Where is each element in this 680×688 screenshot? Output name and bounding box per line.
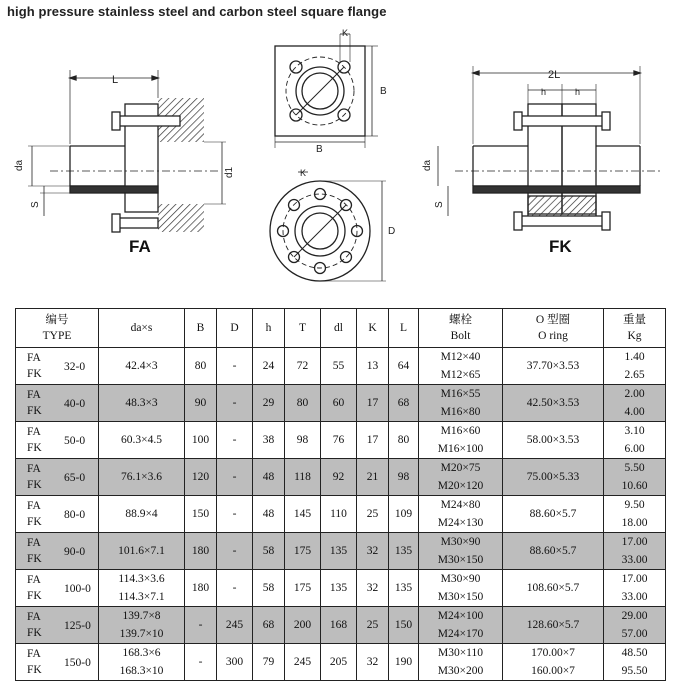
k-cell: 25 [357,496,389,533]
das-line: 114.3×3.6 [118,573,165,585]
das-cell [99,385,185,422]
type-fk: FK [27,405,42,417]
bolt-line: M16×80 [440,406,481,418]
type-cell [16,422,99,459]
header-oring: O 型圈 O ring [503,309,604,348]
das-line: 101.6×7.1 [118,545,165,557]
type-size: 40-0 [64,398,86,410]
type-cell [16,385,99,422]
bolt-line: M30×110 [437,647,484,659]
weight-cell [604,607,666,644]
weight-cell [604,533,666,570]
bolt-line: M30×90 [440,536,481,548]
type-cell [16,348,99,385]
weight-line: 6.00 [624,443,645,455]
b-cell: 150 [185,496,217,533]
bolt-cell [419,570,503,607]
weight-line: 1.40 [624,351,645,363]
weight-cell [604,348,666,385]
b-cell: - [185,644,217,681]
oring-line: 108.60×5.7 [526,582,580,594]
weight-line: 18.00 [621,517,648,529]
type-cell [16,607,99,644]
oring-line: 88.60×5.7 [529,545,577,557]
table-row [16,570,666,607]
l-cell: 64 [389,348,419,385]
table-row [16,348,666,385]
type-fk: FK [27,590,42,602]
weight-line: 57.00 [621,628,648,640]
d-cell: - [217,570,253,607]
fa-label: FA [129,237,151,256]
das-cell [99,644,185,681]
d1-cell: 135 [321,533,357,570]
dim-h-left-label: h [541,87,547,97]
das-line: 139.7×10 [119,628,164,640]
das-cell [99,496,185,533]
weight-line: 2.00 [624,388,645,400]
h-cell: 48 [253,496,285,533]
weight-line: 33.00 [621,554,648,566]
table-row [16,459,666,496]
d1-cell: 110 [321,496,357,533]
h-cell: 79 [253,644,285,681]
bolt-cell [419,607,503,644]
weight-cell [604,496,666,533]
header-das: da×s [99,309,185,348]
type-cell [16,459,99,496]
weight-cell [604,459,666,496]
h-cell: 58 [253,570,285,607]
dim-da-label: da [14,159,25,171]
type-fa: FA [27,352,41,364]
oring-line: 160.00×7 [531,665,575,677]
header-weight: 重量 Kg [604,309,666,348]
table-row [16,533,666,570]
table-row [16,496,666,533]
l-cell: 190 [389,644,419,681]
das-cell [99,570,185,607]
t-cell: 118 [285,459,321,496]
bolt-cell [419,459,503,496]
header-bolt: 螺栓 Bolt [419,309,503,348]
dim-b-side-label: B [380,86,387,97]
t-cell: 175 [285,533,321,570]
das-cell [99,607,185,644]
k-cell: 32 [357,533,389,570]
t-cell: 72 [285,348,321,385]
dim-s-label: S [30,201,41,208]
k-cell: 32 [357,644,389,681]
oring-line: 37.70×3.53 [526,360,580,372]
l-cell: 135 [389,570,419,607]
bolt-line: M20×75 [440,462,481,474]
type-size: 32-0 [64,361,86,373]
l-cell: 150 [389,607,419,644]
bolt-line: M16×100 [437,443,484,455]
fa-side-view [28,70,226,232]
b-cell: 90 [185,385,217,422]
das-cell [99,533,185,570]
k-cell: 25 [357,607,389,644]
h-cell: 68 [253,607,285,644]
table-header-row [16,309,666,348]
type-fa: FA [27,389,41,401]
bolt-line: M30×200 [437,665,484,677]
type-fk: FK [27,479,42,491]
d-cell: 245 [217,607,253,644]
weight-cell [604,644,666,681]
weight-cell [604,422,666,459]
header-d1: dl [321,309,357,348]
oring-line: 88.60×5.7 [529,508,577,520]
bolt-cell [419,533,503,570]
d1-cell: 76 [321,422,357,459]
h-cell: 58 [253,533,285,570]
dim-l-label: L [112,74,119,86]
fk-dim-s-label: S [434,201,445,208]
type-fk: FK [27,516,42,528]
b-cell: 180 [185,570,217,607]
type-size: 100-0 [64,583,91,595]
d-cell: 300 [217,644,253,681]
d1-cell: 60 [321,385,357,422]
bolt-line: M24×100 [437,610,484,622]
weight-cell [604,385,666,422]
bolt-line: M24×170 [437,628,484,640]
table-row [16,644,666,681]
bolt-line: M12×65 [440,369,481,381]
dim-d1-label: d1 [224,166,235,178]
t-cell: 80 [285,385,321,422]
dim-h-right-label: h [575,87,581,97]
bolt-cell [419,385,503,422]
oring-cell [503,607,604,644]
das-line: 42.4×3 [125,360,158,372]
header-b: B [185,309,217,348]
oring-line: 75.00×5.33 [526,471,580,483]
type-fa: FA [27,611,41,623]
header-t: T [285,309,321,348]
type-fk: FK [27,553,42,565]
b-cell: 100 [185,422,217,459]
dim-d-label: D [388,226,396,237]
das-cell [99,422,185,459]
type-size: 65-0 [64,472,86,484]
oring-cell [503,644,604,681]
oring-cell [503,533,604,570]
type-fa: FA [27,426,41,438]
das-line: 88.9×4 [125,508,158,520]
weight-line: 48.50 [621,647,648,659]
oring-cell [503,422,604,459]
t-cell: 200 [285,607,321,644]
header-d: D [217,309,253,348]
header-type: 编号 TYPE [16,309,99,348]
das-line: 114.3×7.1 [118,591,165,603]
oring-line: 128.60×5.7 [526,619,580,631]
type-size: 125-0 [64,620,91,632]
k-cell: 21 [357,459,389,496]
type-cell [16,533,99,570]
bolt-line: M30×150 [437,591,484,603]
table-row [16,422,666,459]
bolt-cell [419,496,503,533]
type-fa: FA [27,537,41,549]
d-cell: - [217,385,253,422]
l-cell: 98 [389,459,419,496]
type-size: 90-0 [64,546,86,558]
weight-cell [604,570,666,607]
type-fk: FK [27,442,42,454]
oring-cell [503,570,604,607]
h-cell: 38 [253,422,285,459]
type-size: 150-0 [64,657,91,669]
das-line: 168.3×10 [119,665,164,677]
b-cell: 120 [185,459,217,496]
d-cell: - [217,496,253,533]
round-flange-front-view [270,172,386,281]
d1-cell: 205 [321,644,357,681]
type-fa: FA [27,463,41,475]
k-cell: 17 [357,422,389,459]
weight-line: 33.00 [621,591,648,603]
table-row [16,385,666,422]
t-cell: 145 [285,496,321,533]
weight-line: 5.50 [624,462,645,474]
weight-line: 4.00 [624,406,645,418]
bolt-line: M16×55 [440,388,481,400]
bolt-cell [419,348,503,385]
d1-cell: 55 [321,348,357,385]
das-cell [99,459,185,496]
header-l: L [389,309,419,348]
weight-line: 17.00 [621,573,648,585]
bolt-line: M24×80 [440,499,481,511]
d1-cell: 135 [321,570,357,607]
dim-2l-label: 2L [548,69,561,81]
das-line: 76.1×3.6 [121,471,162,483]
weight-line: 3.10 [624,425,645,437]
technical-drawing [0,26,680,304]
dim-k-round-label: K [300,168,307,178]
table-row [16,607,666,644]
oring-cell [503,459,604,496]
bolt-line: M24×130 [437,517,484,529]
b-cell: - [185,607,217,644]
oring-line: 58.00×3.53 [526,434,580,446]
t-cell: 245 [285,644,321,681]
das-line: 168.3×6 [122,647,161,659]
fk-side-view [438,66,660,230]
weight-line: 10.60 [621,480,648,492]
oring-line: 170.00×7 [531,647,575,659]
type-fa: FA [27,648,41,660]
l-cell: 109 [389,496,419,533]
weight-line: 2.65 [624,369,645,381]
fk-label: FK [549,237,572,256]
weight-line: 29.00 [621,610,648,622]
b-cell: 80 [185,348,217,385]
k-cell: 13 [357,348,389,385]
h-cell: 29 [253,385,285,422]
d1-cell: 92 [321,459,357,496]
k-cell: 32 [357,570,389,607]
d1-cell: 168 [321,607,357,644]
bolt-line: M20×120 [437,480,484,492]
type-fk: FK [27,664,42,676]
oring-cell [503,385,604,422]
dim-k-square-label: K [342,28,349,38]
header-h: h [253,309,285,348]
type-cell [16,570,99,607]
weight-line: 9.50 [624,499,645,511]
das-line: 139.7×8 [122,610,161,622]
das-line: 48.3×3 [125,397,158,409]
type-cell [16,496,99,533]
t-cell: 175 [285,570,321,607]
page-title: high pressure stainless steel and carbon steel square flange [7,4,387,19]
type-size: 80-0 [64,509,86,521]
bolt-cell [419,422,503,459]
spec-table [15,308,666,681]
type-fk: FK [27,627,42,639]
h-cell: 48 [253,459,285,496]
type-fa: FA [27,574,41,586]
t-cell: 98 [285,422,321,459]
oring-cell [503,496,604,533]
d-cell: - [217,533,253,570]
bolt-line: M30×150 [437,554,484,566]
l-cell: 135 [389,533,419,570]
type-cell [16,644,99,681]
weight-line: 17.00 [621,536,648,548]
d-cell: - [217,459,253,496]
bolt-cell [419,644,503,681]
dim-b-bottom-label: B [316,144,323,155]
d-cell: - [217,422,253,459]
l-cell: 80 [389,422,419,459]
h-cell: 24 [253,348,285,385]
b-cell: 180 [185,533,217,570]
d-cell: - [217,348,253,385]
bolt-line: M16×60 [440,425,481,437]
type-fk: FK [27,368,42,380]
bolt-line: M30×90 [440,573,481,585]
type-size: 50-0 [64,435,86,447]
l-cell: 68 [389,385,419,422]
type-fa: FA [27,500,41,512]
fk-dim-da-label: da [422,159,433,171]
oring-line: 42.50×3.53 [526,397,580,409]
das-cell [99,348,185,385]
oring-cell [503,348,604,385]
square-flange-front-view [275,34,378,148]
weight-line: 95.50 [621,665,648,677]
k-cell: 17 [357,385,389,422]
bolt-line: M12×40 [440,351,481,363]
das-line: 60.3×4.5 [121,434,162,446]
header-k: K [357,309,389,348]
